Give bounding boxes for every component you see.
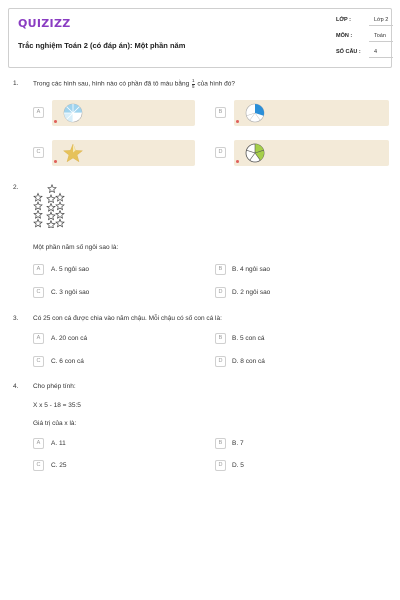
fraction-one-fifth [192,79,195,89]
option-b-text[interactable]: B. 7 [232,440,244,447]
option-letter-a[interactable]: A [33,438,44,449]
circle-green-fifth-icon [244,142,266,164]
page-title: Trắc nghiệm Toán 2 (có đáp án): Một phần năm [18,41,186,50]
meta-value-question-count: 4 [369,49,393,58]
option-b-text[interactable]: B. 4 ngôi sao [232,266,270,273]
star-outline-icon [56,211,64,219]
option-letter-d[interactable]: D [215,147,226,158]
question-text-start: Trong các hình sau, hình nào có phần đã tô màu bằng [33,80,190,88]
option-letter-d[interactable]: D [215,287,226,298]
meta-label: SỐ CÂU : [336,49,361,55]
star-outline-icon [47,204,55,212]
meta-row-grade [336,17,388,27]
answer-marker-dot [236,160,239,163]
fraction-numerator: 1 [192,78,195,83]
question-number: 4. [13,383,19,390]
question-text: Cho phép tính: [33,383,76,390]
star-outline-icon [56,202,64,210]
option-letter-b[interactable]: B [215,438,226,449]
meta-row-question-count [336,49,388,59]
question-text [33,79,235,89]
option-a-text[interactable]: A. 5 ngôi sao [51,266,89,273]
option-letter-b[interactable]: B [215,333,226,344]
meta-value-grade: Lớp 2 [369,17,393,26]
option-letter-a[interactable]: A [33,333,44,344]
option-a-text[interactable]: A. 20 con cá [51,335,88,342]
option-c-text[interactable]: C. 6 con cá [51,358,84,365]
question-text: Một phần năm số ngôi sao là: [33,244,119,251]
meta-value-subject: Toán [369,33,393,42]
option-letter-b[interactable]: B [215,107,226,118]
option-letter-c[interactable]: C [33,287,44,298]
question-text-end: của hình đó? [197,80,235,88]
option-a-image[interactable] [52,100,195,126]
circle-divided-light-blue-icon [62,102,84,124]
star-outline-icon [34,211,42,219]
star-outline-icon [47,221,55,228]
star-outline-icon [34,202,42,210]
meta-label: LỚP : [336,17,351,23]
option-letter-c[interactable]: C [33,356,44,367]
option-letter-c[interactable]: C [33,147,44,158]
stars-figure [33,184,75,228]
worksheet-header [8,8,392,68]
meta-info [336,17,388,65]
star-outline-icon [56,219,64,227]
answer-marker-dot [236,120,239,123]
answer-marker-dot [54,120,57,123]
option-letter-d[interactable]: D [215,460,226,471]
option-d-text[interactable]: D. 5 [232,462,244,469]
option-d-text[interactable]: D. 8 con cá [232,358,265,365]
quizizz-logo: QUIZIZZ [18,17,71,30]
star-outline-icon [56,193,64,201]
question-number: 2. [13,184,19,191]
option-c-image[interactable] [52,140,195,166]
yellow-star-icon [62,142,84,164]
question-prompt: Giá trị của x là: [33,420,77,427]
option-letter-a[interactable]: A [33,107,44,118]
question-text: Có 25 con cá được chia vào năm chậu. Mỗi chậu có số con cá là: [33,315,222,322]
meta-label: MÔN : [336,33,353,39]
meta-row-subject [336,33,388,43]
star-outline-icon [47,212,55,220]
star-outline-icon [48,185,56,193]
option-letter-b[interactable]: B [215,264,226,275]
option-c-text[interactable]: C. 25 [51,462,67,469]
option-b-text[interactable]: B. 5 con cá [232,335,265,342]
equation-text: X x 5 - 18 = 35:5 [33,402,81,409]
option-c-text[interactable]: C. 3 ngôi sao [51,289,90,296]
answer-marker-dot [54,160,57,163]
option-d-text[interactable]: D. 2 ngôi sao [232,289,271,296]
option-a-text[interactable]: A. 11 [51,440,66,447]
star-outline-icon [34,193,42,201]
circle-blue-wedge-icon [244,102,266,124]
question-number: 3. [13,315,19,322]
option-b-image[interactable] [234,100,389,126]
fraction-denominator: 5 [192,83,195,89]
question-number: 1. [13,80,19,87]
option-letter-a[interactable]: A [33,264,44,275]
star-outline-icon [47,195,55,203]
option-d-image[interactable] [234,140,389,166]
option-letter-d[interactable]: D [215,356,226,367]
star-outline-icon [34,219,42,227]
option-letter-c[interactable]: C [33,460,44,471]
